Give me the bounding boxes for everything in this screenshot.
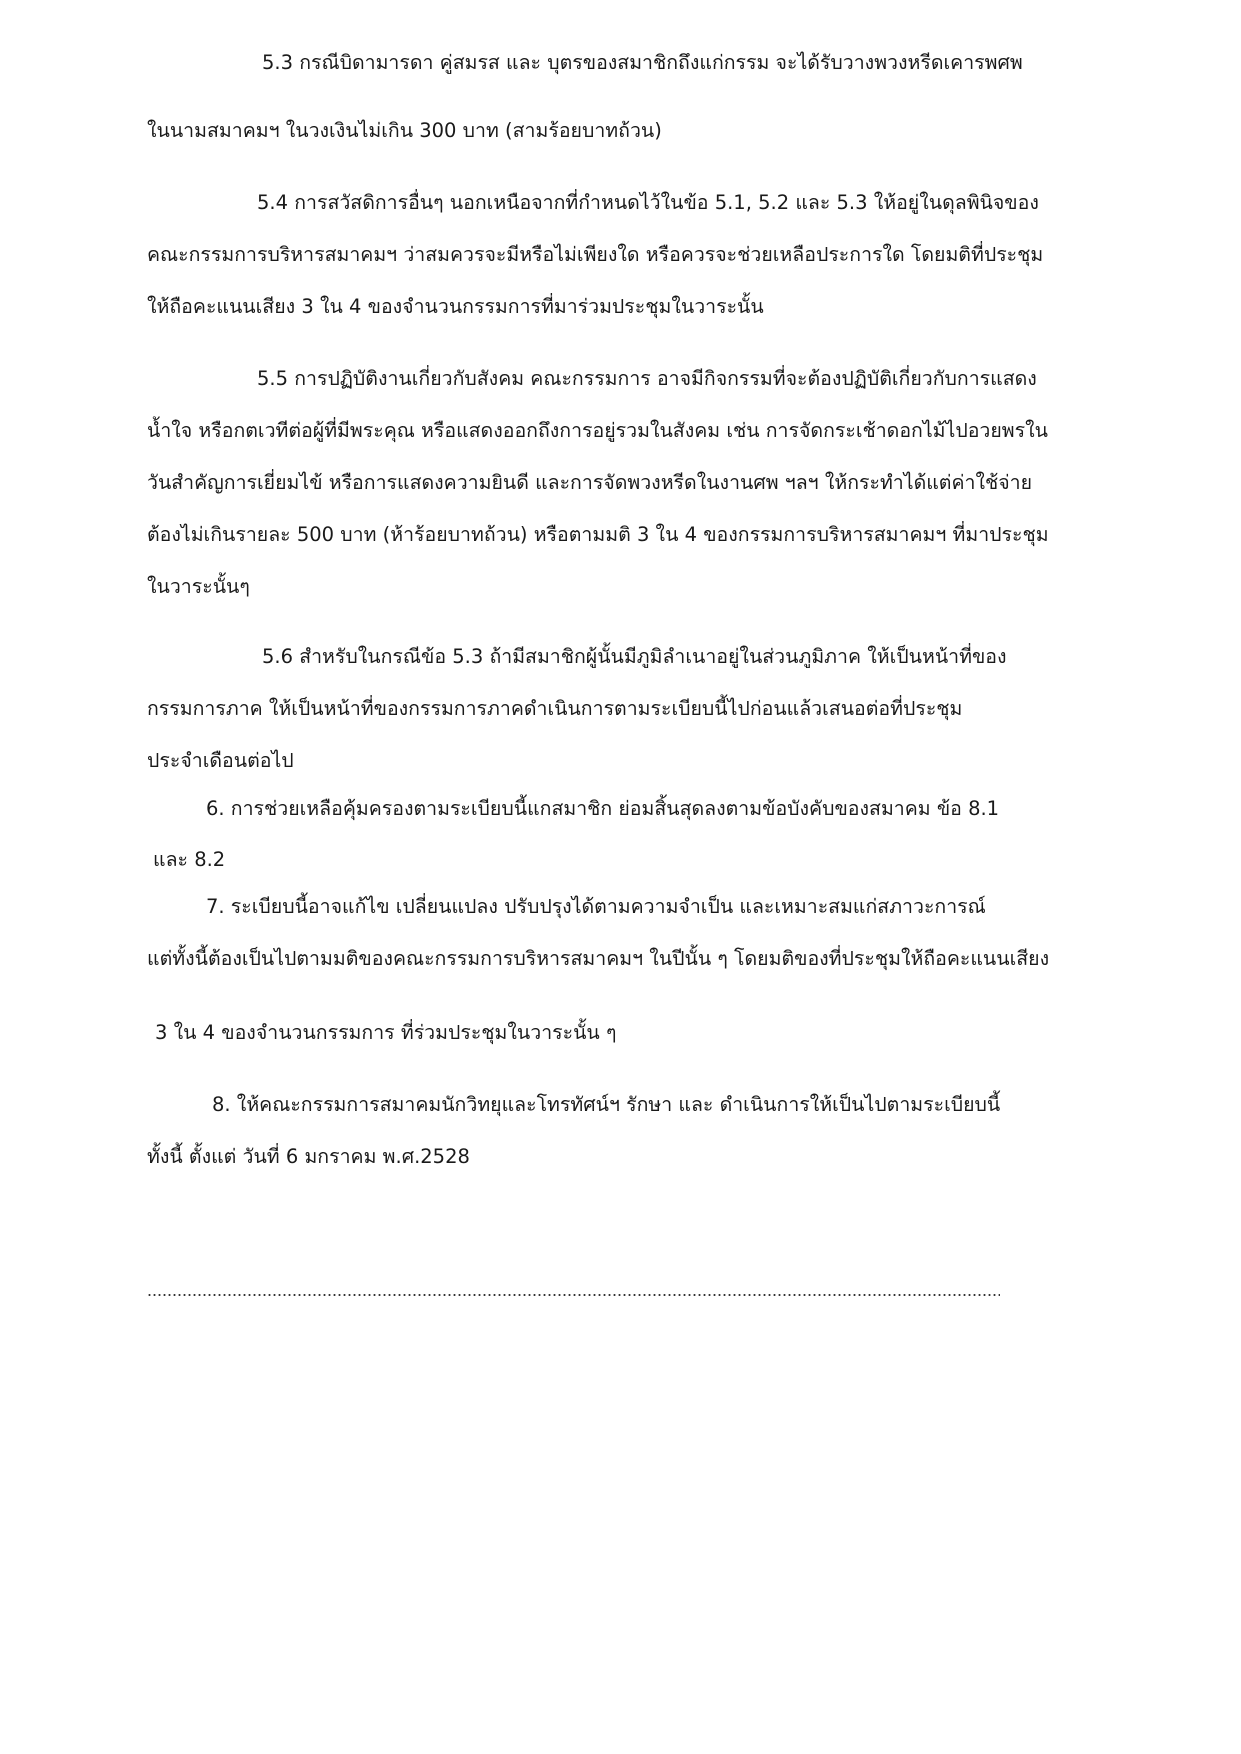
text-line: ประจำเดือนต่อไป [147, 749, 294, 772]
text-line: แต่ทั้งนี้ต้องเป็นไปตามมติของคณะกรรมการบริหารสมาคมฯ ในปีนั้น ๆ โดยมติของที่ประชุมให้ถือคะแนนเสียง [147, 947, 1050, 970]
text-line: วันสำคัญการเยี่ยมไข้ หรือการแสดงความยินดี และการจัดพวงหรีดในงานศพ ฯลฯ ให้กระทำได้แต่ค่าใช้จ่าย [147, 471, 1033, 494]
text-line: 8. ให้คณะกรรมการสมาคมนักวิทยุและโทรทัศน์ฯ รักษา และ ดำเนินการให้เป็นไปตามระเบียบนี้ [212, 1093, 1001, 1116]
text-line: 5.4 การสวัสดิการอื่นๆ นอกเหนือจากที่กำหนดไว้ในข้อ 5.1, 5.2 และ 5.3 ให้อยู่ในดุลพินิจของ [257, 191, 1039, 214]
text-line: 5.6 สำหรับในกรณีข้อ 5.3 ถ้ามีสมาชิกผู้นั้นมีภูมิลำเนาอยู่ในส่วนภูมิภาค ให้เป็นหน้าที่ของ [262, 645, 1007, 668]
text-line: น้ำใจ หรือกตเวทีต่อผู้ที่มีพระคุณ หรือแสดงออกถึงการอยู่รวมในสังคม เช่น การจัดกระเช้าดอกไม้ไปอวยพรใน [147, 419, 1048, 442]
text-line: 5.5 การปฏิบัติงานเกี่ยวกับสังคม คณะกรรมการ อาจมีกิจกรรมที่จะต้องปฏิบัติเกี่ยวกับการแสดง [257, 367, 1037, 390]
text-line: ในวาระนั้นๆ [147, 575, 250, 598]
dotted-divider [147, 1291, 1000, 1299]
text-line: 6. การช่วยเหลือคุ้มครองตามระเบียบนี้แกสมาชิก ย่อมสิ้นสุดลงตามข้อบังคับของสมาคม ข้อ 8.1 [206, 797, 1000, 820]
text-line: คณะกรรมการบริหารสมาคมฯ ว่าสมควรจะมีหรือไม่เพียงใด หรือควรจะช่วยเหลือประการใด โดยมติที่ประชุม [147, 243, 1044, 266]
text-line: 3 ใน 4 ของจำนวนกรรมการ ที่ร่วมประชุมในวาระนั้น ๆ [155, 1021, 617, 1044]
text-line: ทั้งนี้ ตั้งแต่ วันที่ 6 มกราคม พ.ศ.2528 [147, 1145, 470, 1168]
text-line: 7. ระเบียบนี้อาจแก้ไข เปลี่ยนแปลง ปรับปรุงได้ตามความจำเป็น และเหมาะสมแก่สภาวะการณ์ [206, 895, 986, 918]
text-line: กรรมการภาค ให้เป็นหน้าที่ของกรรมการภาคดำเนินการตามระเบียบนี้ไปก่อนแล้วเสนอต่อที่ประชุม [147, 697, 963, 720]
text-line: และ 8.2 [153, 848, 226, 871]
text-line: ต้องไม่เกินรายละ 500 บาท (ห้าร้อยบาทถ้วน) หรือตามมติ 3 ใน 4 ของกรรมการบริหารสมาคมฯ ที่มาประชุม [147, 523, 1049, 546]
text-line: ให้ถือคะแนนเสียง 3 ใน 4 ของจำนวนกรรมการที่มาร่วมประชุมในวาระนั้น [147, 295, 764, 318]
text-line: ในนามสมาคมฯ ในวงเงินไม่เกิน 300 บาท (สามร้อยบาทถ้วน) [147, 119, 662, 142]
text-line: 5.3 กรณีบิดามารดา คู่สมรส และ บุตรของสมาชิกถึงแก่กรรม จะได้รับวางพวงหรีดเคารพศพ [262, 51, 1023, 74]
